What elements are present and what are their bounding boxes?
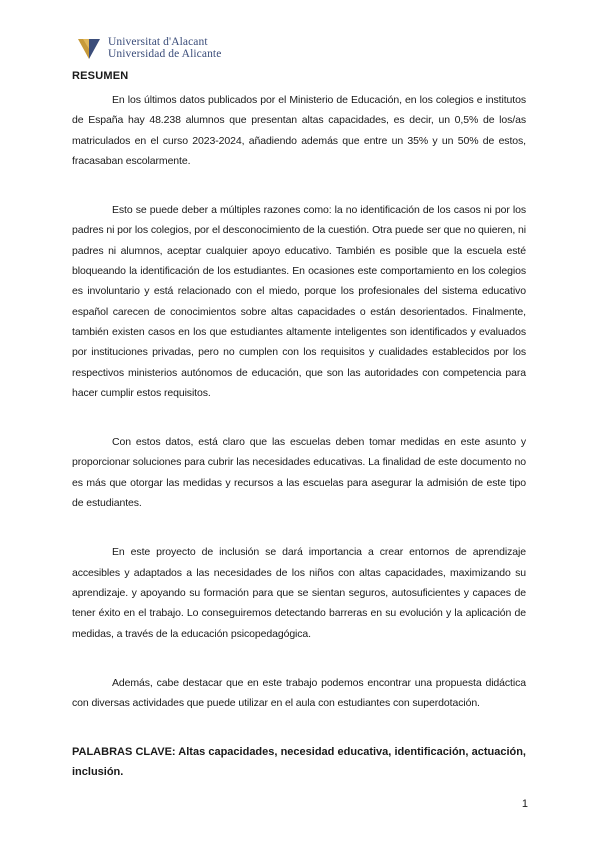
keywords: PALABRAS CLAVE: Altas capacidades, necesidad educativa, identificación, actuación, inclusión.	[72, 746, 526, 779]
university-name	[108, 36, 221, 60]
document-body	[72, 70, 526, 782]
university-name-spanish: Universidad de Alicante	[108, 48, 222, 60]
paragraph-2: Esto se puede deber a múltiples razones como: la no identificación de los casos ni por los padres ni por los colegios, por el desconocimiento de la cuestión. Otra puede ser que no quieren, ni padres ni alumnos, aceptar cualquier apoyo educativo. También es posible que la escuela esté bloqueando la identificación de los estudiantes. En ocasiones este comportamiento en los colegios es involuntario y está relacionado con el miedo, porque los profesionales del sistema educativo español carecen de conocimientos sobre altas capacidades o están desorientados. Finalmente, también existen casos en los que estudiantes altamente inteligentes son identificados y evaluados por instituciones privadas, pero no cumplen con los requisitos y cualidades establecidos por los respectivos ministerios autónomos de educación, que son las autoridades con competencia para hacer cumplir estos requisitos.	[72, 204, 526, 399]
paragraph-4: En este proyecto de inclusión se dará importancia a crear entornos de aprendizaje accesibles y adaptados a las necesidades de los niños con altas capacidades, maximizando su aprendizaje. y apoyando su formación para que se sientan seguros, autosuficientes y capaces de tener éxito en el trabajo. Lo conseguiremos detectando barreras en su evolución y la aplicación de medidas, a través de la educación psicopedagógica.	[72, 546, 526, 640]
paragraph-3: Con estos datos, está claro que las escuelas deben tomar medidas en este asunto y proporcionar soluciones para cubrir las necesidades educativas. La finalidad de este documento no es más que otorgar las medidas y recursos a las escuelas para asegurar la admisión de este tipo de estudiantes.	[72, 436, 526, 510]
section-title: RESUMEN	[72, 70, 129, 82]
university-header	[76, 30, 221, 66]
paragraph-5: Además, cabe destacar que en este trabajo podemos encontrar una propuesta didáctica con diversas actividades que puede utilizar en el aula con estudiantes con superdotación.	[72, 676, 526, 710]
paragraph-1: En los últimos datos publicados por el Ministerio de Educación, en los colegios e institutos de España hay 48.238 alumnos que presentan altas capacidades, es decir, un 0,5% de los/as matriculados en el curso 2023-2024, añadiendo además que entre un 35% y un 50% de estos, fracasaban escolarmente.	[72, 94, 526, 167]
page-number: 1	[521, 798, 528, 810]
university-name-valencian: Universitat d'Alacant	[108, 36, 208, 48]
university-logo-icon	[76, 35, 102, 61]
